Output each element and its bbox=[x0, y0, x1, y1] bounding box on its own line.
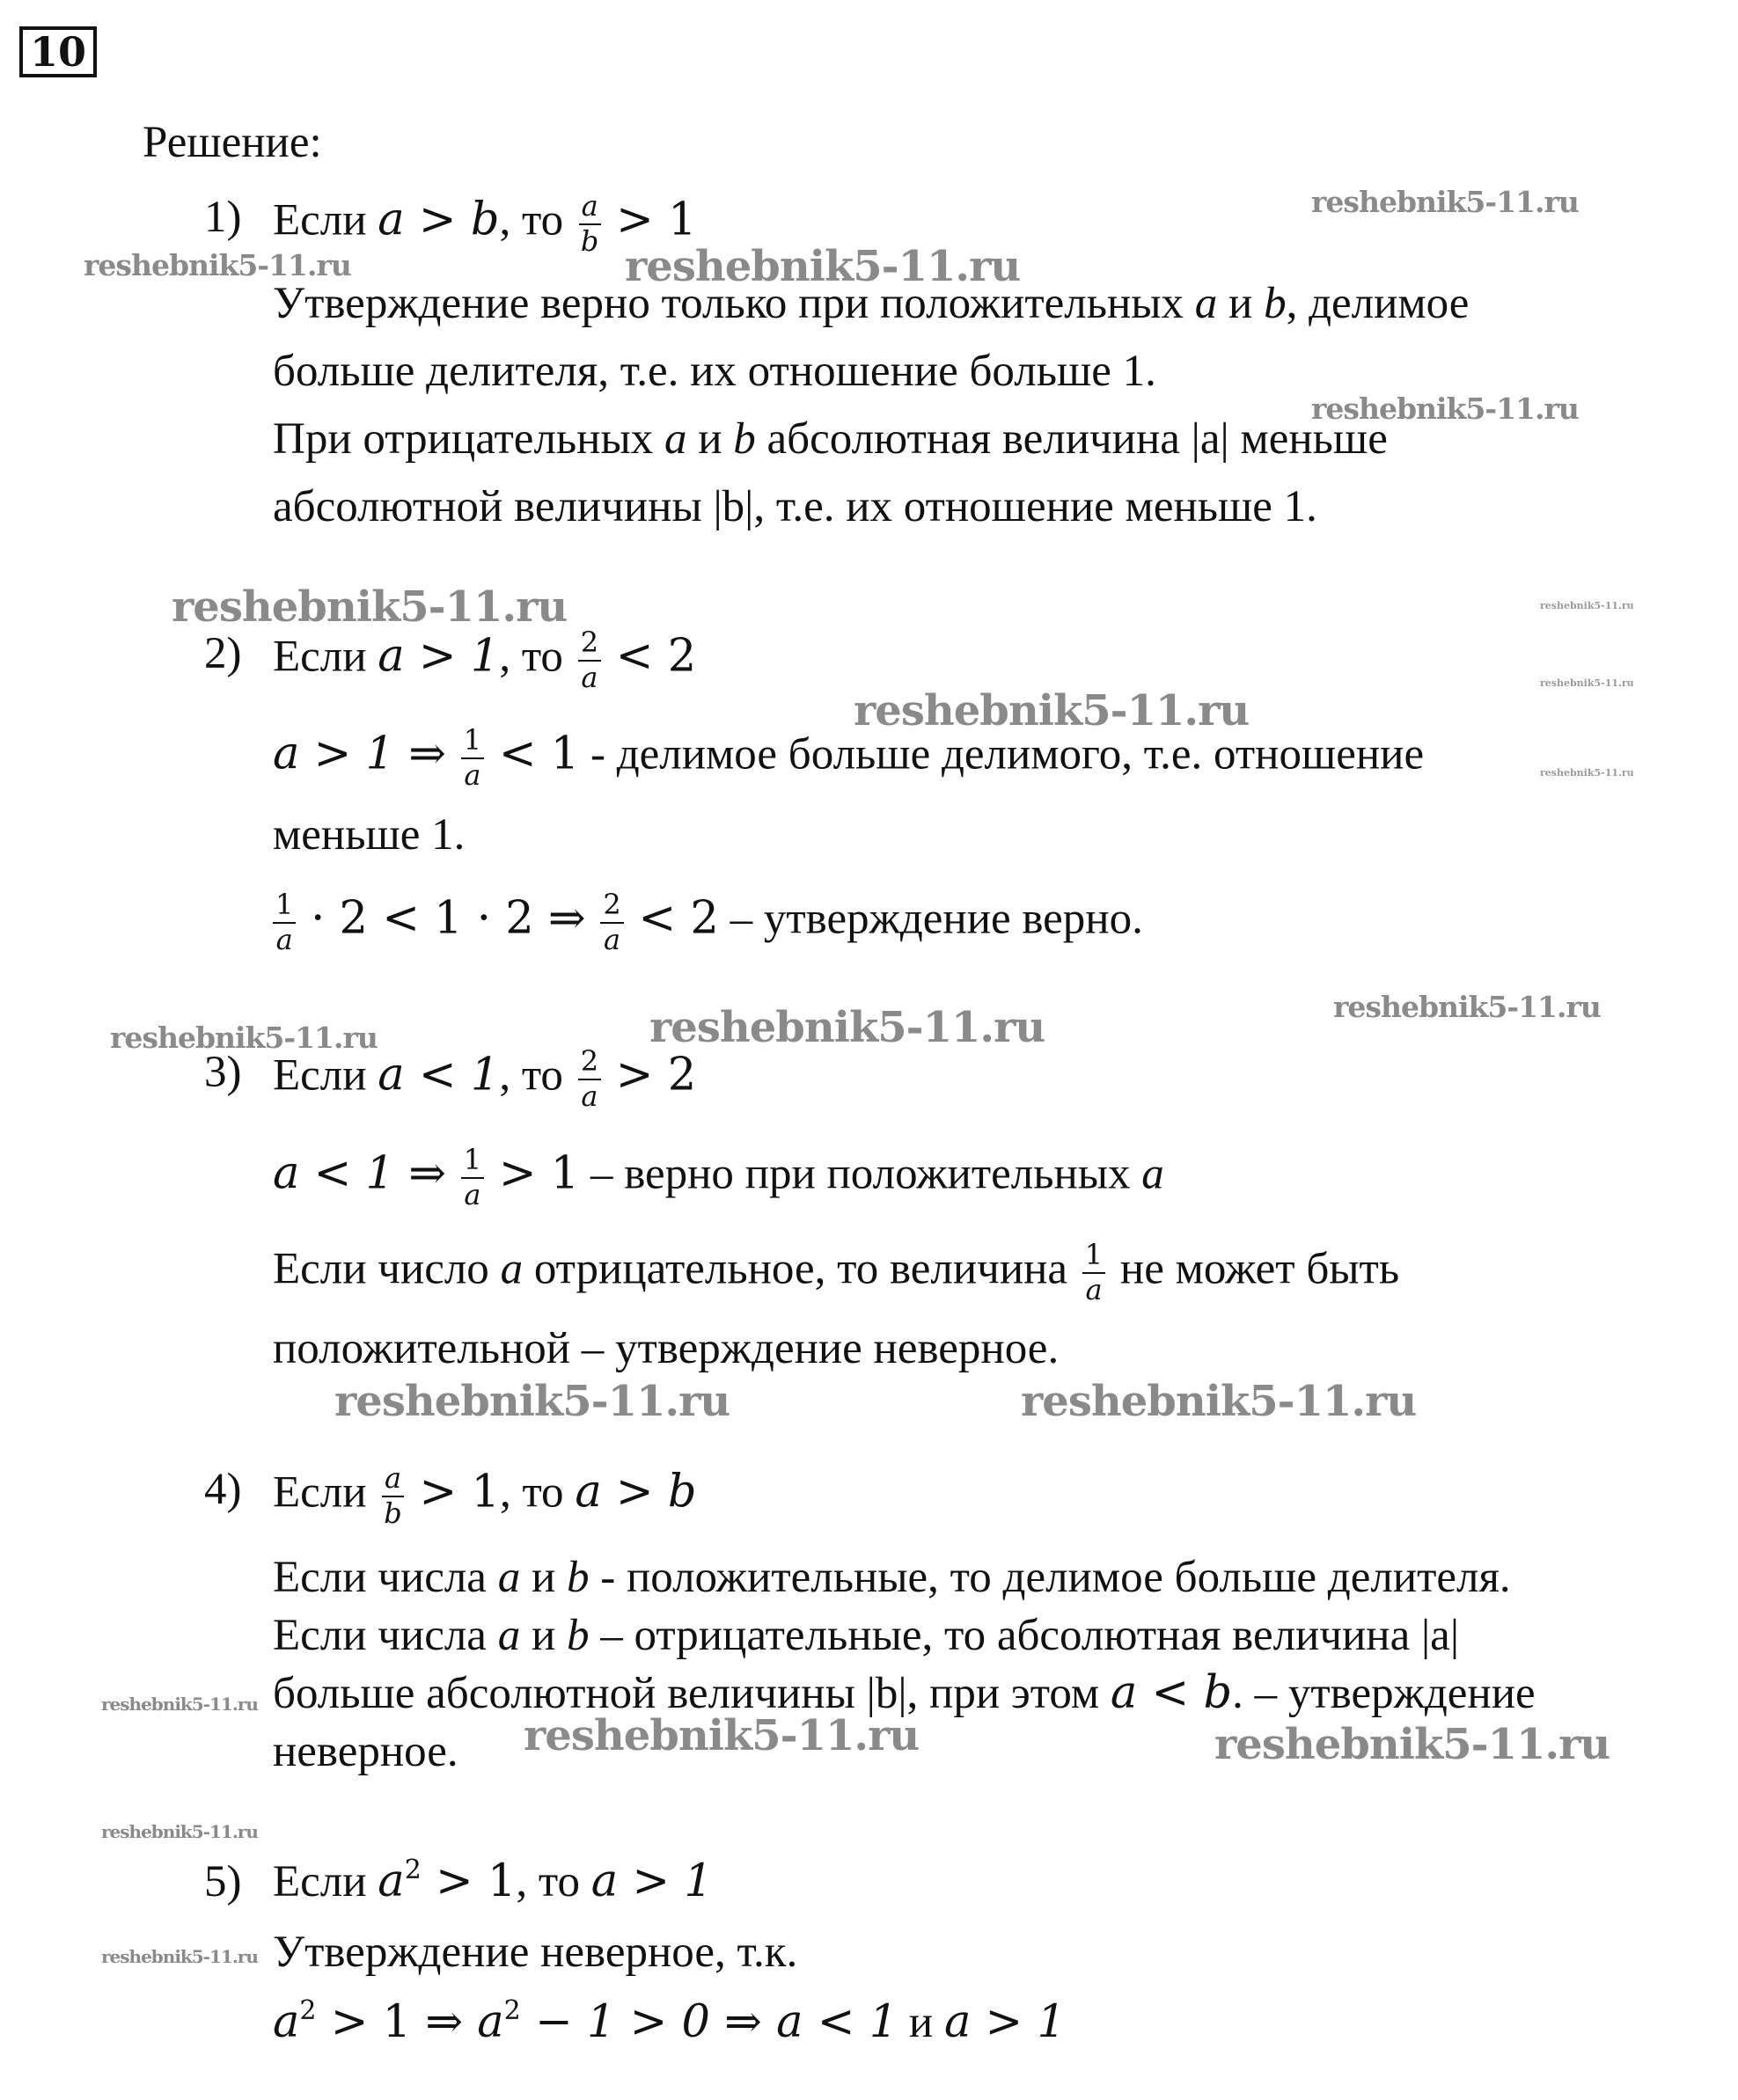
item-1-line-2: больше делителя, т.е. их отношение больше 1. bbox=[273, 347, 1156, 396]
watermark: reshebnik5-11.ru bbox=[101, 1946, 258, 1967]
item-1-line-1: Утверждение верно только при положительных a и b, делимое bbox=[273, 279, 1470, 328]
item-2-line-1: a > 1 ⇒ $\frac{1}{a}$ < 1 - делимое больше делимого, т.е. отношение bbox=[273, 723, 1425, 792]
watermark: reshebnik5-11.ru bbox=[1540, 677, 1634, 689]
watermark: reshebnik5-11.ru bbox=[1021, 1377, 1417, 1426]
item-4-line-3: больше абсолютной величины |b|, при этом a < b. – утверждение bbox=[273, 1667, 1536, 1719]
item-3-line-1: a < 1 ⇒ $\frac{1}{a}$ > 1 – верно при положительных a bbox=[273, 1143, 1164, 1211]
watermark: reshebnik5-11.ru bbox=[649, 1003, 1045, 1052]
watermark: reshebnik5-11.ru bbox=[1311, 185, 1579, 219]
item-2-line-2: меньше 1. bbox=[273, 810, 466, 860]
item-1-condition: Если a > b, то $\frac{a}{b}$ > 1 bbox=[273, 189, 697, 258]
watermark: reshebnik5-11.ru bbox=[1311, 391, 1579, 426]
watermark: reshebnik5-11.ru bbox=[1540, 767, 1634, 779]
item-1-line-3: При отрицательных a и b абсолютная величина |a| меньше bbox=[273, 414, 1388, 464]
item-2-line-3: $\frac{1}{a}$ · 2 < 1 · 2 ⇒ $\frac{2}{a}$ < 2 – утверждение верно. bbox=[273, 890, 1143, 955]
fraction: $\frac{2}{a}$ bbox=[600, 890, 623, 955]
item-4-line-4: неверное. bbox=[273, 1727, 458, 1776]
fraction: $\frac{a}{b}$ bbox=[578, 192, 601, 256]
item-5-line-1: Утверждение неверное, т.к. bbox=[273, 1928, 798, 1977]
fraction: $\frac{1}{a}$ bbox=[273, 890, 296, 955]
item-3-line-3: положительной – утверждение неверное. bbox=[273, 1324, 1060, 1373]
fraction: $\frac{1}{a}$ bbox=[461, 1145, 484, 1210]
item-4-condition: Если $\frac{a}{b}$ > 1, то a > b bbox=[273, 1461, 697, 1530]
item-3-line-2: Если число a отрицательное, то величина $\frac{1}{a}$ не может быть bbox=[273, 1238, 1400, 1306]
watermark: reshebnik5-11.ru bbox=[524, 1711, 920, 1760]
item-1-number: 1) bbox=[204, 193, 242, 242]
watermark: reshebnik5-11.ru bbox=[172, 582, 568, 632]
item-5-condition: Если $a^2 > 1$, то a > 1 bbox=[273, 1855, 713, 1907]
item-2-condition: Если a > 1, то $\frac{2}{a}$ < 2 bbox=[273, 626, 697, 694]
watermark: reshebnik5-11.ru bbox=[334, 1377, 730, 1426]
item-5-line-2: $a^2 > 1$ ⇒ $a^2 - 1 > 0$ ⇒ a < 1 и a > 1 bbox=[273, 1995, 1066, 2048]
item-4-number: 4) bbox=[204, 1465, 242, 1514]
watermark: reshebnik5-11.ru bbox=[110, 1021, 378, 1055]
watermark: reshebnik5-11.ru bbox=[1333, 990, 1601, 1024]
fraction: $\frac{1}{a}$ bbox=[461, 726, 484, 790]
watermark: reshebnik5-11.ru bbox=[854, 686, 1250, 735]
solution-heading: Решение: bbox=[143, 118, 322, 167]
watermark: reshebnik5-11.ru bbox=[625, 242, 1021, 291]
fraction: $\frac{a}{b}$ bbox=[381, 1464, 404, 1528]
fraction: $\frac{2}{a}$ bbox=[578, 1047, 601, 1111]
problem-number-badge: 10 bbox=[19, 26, 97, 77]
watermark: reshebnik5-11.ru bbox=[1540, 600, 1634, 611]
watermark: reshebnik5-11.ru bbox=[84, 248, 351, 282]
watermark: reshebnik5-11.ru bbox=[101, 1821, 258, 1842]
item-3-condition: Если a < 1, то $\frac{2}{a}$ > 2 bbox=[273, 1044, 697, 1113]
item-5-number: 5) bbox=[204, 1857, 242, 1906]
fraction: $\frac{2}{a}$ bbox=[578, 628, 601, 692]
item-4-line-2: Если числа a и b – отрицательные, то абсолютная величина |a| bbox=[273, 1611, 1460, 1660]
item-3-number: 3) bbox=[204, 1048, 242, 1097]
watermark: reshebnik5-11.ru bbox=[101, 1694, 258, 1715]
item-1-line-4: абсолютной величины |b|, т.е. их отношение меньше 1. bbox=[273, 482, 1317, 531]
fraction: $\frac{1}{a}$ bbox=[1082, 1240, 1105, 1305]
watermark: reshebnik5-11.ru bbox=[1214, 1720, 1610, 1769]
item-2-number: 2) bbox=[204, 629, 242, 678]
item-4-line-1: Если числа a и b - положительные, то делимое больше делителя. bbox=[273, 1553, 1511, 1602]
